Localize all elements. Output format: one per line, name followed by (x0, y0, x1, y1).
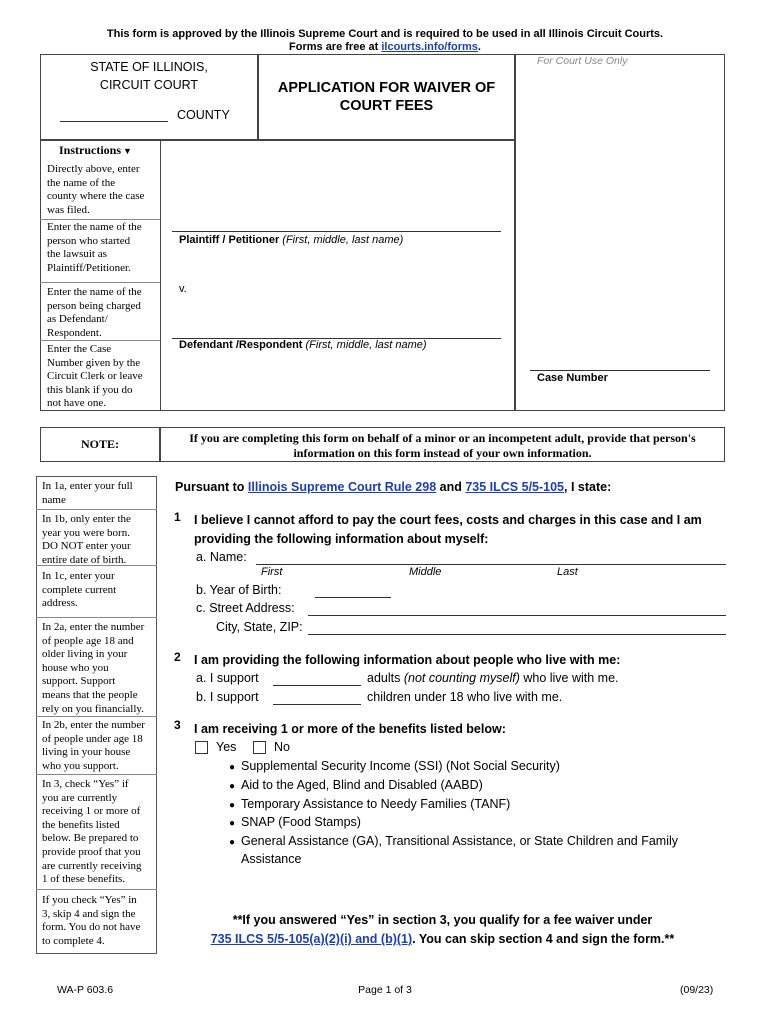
sidebar-note-2a (42, 621, 144, 716)
instr-line: receiving 1 or more of (42, 805, 141, 818)
adults-supported-label: a. I support (196, 671, 259, 685)
instr-line: person who started (47, 234, 131, 247)
sidebar-note-3b (42, 894, 140, 948)
benefit-ga: General Assistance (GA), Transitional Assistance, or State Children and Family (241, 834, 678, 848)
county-label: COUNTY (177, 108, 230, 122)
benefit-ssi: Supplemental Security Income (SSI) (Not Social Security) (241, 759, 560, 773)
instr-line: In 1c, enter your (42, 570, 115, 582)
sidebar-note-3 (42, 778, 142, 887)
bullet-icon: ● (229, 800, 236, 811)
instr-line: name (42, 493, 66, 506)
instr-line: form. You do not have (42, 921, 141, 934)
instr-divider (40, 282, 160, 283)
case-number-label: Case Number (537, 372, 608, 384)
instr-line: living in your house (42, 746, 131, 759)
form-title-line2: COURT FEES (339, 98, 434, 114)
instr-line: provide proof that you (42, 845, 141, 858)
qualify-suffix: . You can skip section 4 and sign the form.** (412, 932, 675, 946)
bullet-icon: ● (229, 818, 236, 829)
sidebar-divider (36, 617, 157, 618)
plaintiff-name-line[interactable] (172, 231, 501, 232)
instr-line: In 1b, only enter the (42, 513, 131, 525)
pursuant-prefix: Pursuant to (175, 480, 248, 494)
sidebar-note-1b (42, 513, 131, 567)
note-label: NOTE: (80, 437, 119, 451)
form-date: (09/23) (680, 984, 714, 996)
instr-line: of people under age 18 (42, 732, 143, 745)
instr-line: 3, skip 4 and sign the (42, 907, 136, 920)
ilcourts-forms-link[interactable]: ilcourts.info/forms (381, 41, 478, 53)
instr-line: In 2b, enter the number (42, 719, 145, 731)
instr-line: rely on you financially. (42, 702, 144, 715)
instr-line: of people age 18 and (42, 634, 134, 647)
sidebar-divider (36, 509, 157, 510)
forms-free-suffix: . (477, 41, 481, 53)
instr-line: you are currently (42, 791, 118, 804)
name-field-line[interactable] (256, 564, 726, 565)
plaintiff-label-text: Plaintiff / Petitioner (179, 234, 280, 246)
instr-line: below. Be prepared to (42, 832, 139, 845)
instr-line: this blank if you do (47, 383, 133, 396)
instr-line: entire date of birth. (42, 553, 127, 566)
instr-line: Respondent. (47, 326, 102, 339)
instr-line: county where the case (47, 190, 145, 203)
instr-line: Plaintiff/Petitioner. (47, 261, 131, 274)
form-id: WA-P 603.6 (57, 984, 114, 996)
adults-supported-suffix (367, 671, 619, 685)
circuit-court-label: CIRCUIT COURT (99, 78, 199, 92)
instr-line: support. Support (42, 675, 116, 688)
street-address-label: c. Street Address: (196, 601, 295, 615)
versus-label: v. (179, 283, 187, 295)
rule-298-link[interactable]: Illinois Supreme Court Rule 298 (247, 480, 437, 494)
qualify-line1: **If you answered “Yes” in section 3, you qualify for a fee waiver under (232, 913, 653, 927)
sidebar-note-1a (42, 480, 133, 507)
no-checkbox[interactable] (253, 741, 266, 754)
court-use-label: For Court Use Only (537, 55, 628, 67)
name-label: a. Name: (196, 550, 247, 564)
street-address-field[interactable] (308, 615, 726, 616)
last-name-caption: Last (557, 566, 578, 578)
page-number: Page 1 of 3 (358, 984, 412, 996)
instr-county (47, 163, 144, 217)
year-of-birth-label: b. Year of Birth: (196, 583, 282, 597)
first-name-caption: First (261, 566, 283, 578)
instr-line: year you were born. (42, 526, 130, 539)
section-1-line1: I believe I cannot afford to pay the court fees, costs and charges in this case and I am (194, 513, 702, 527)
instr-line: was filed. (47, 203, 90, 216)
instructions-heading-text: Instructions (59, 143, 122, 157)
court-use-box (515, 54, 725, 411)
yes-label: Yes (216, 740, 237, 754)
adults-hint: (not counting myself) (403, 671, 520, 685)
section-2-number: 2 (174, 650, 181, 664)
instr-plaintiff (47, 221, 142, 275)
adults-text: adults (367, 671, 404, 685)
form-title-box (258, 54, 515, 140)
children-supported-field[interactable] (273, 704, 361, 705)
section-3-line: I am receiving 1 or more of the benefits listed below: (194, 722, 506, 736)
instr-text: In 1a, enter your full (42, 480, 133, 492)
section-1-line2: providing the following information about myself: (194, 532, 489, 546)
instr-line: 1 of these benefits. (42, 873, 126, 886)
ilcs-105-a-b-link[interactable]: 735 ILCS 5/5-105(a)(2)(i) and (b)(1) (210, 932, 413, 946)
county-name-line[interactable] (60, 121, 168, 122)
note-line1: If you are completing this form on behalf of a minor or an incompetent adult, provide that person's (189, 431, 696, 445)
instr-line: In 3, check “Yes” if (42, 778, 129, 790)
instr-line: Enter the name of the (47, 286, 142, 298)
sidebar-note-1c (42, 570, 116, 611)
bullet-icon: ● (229, 762, 236, 773)
instr-line: DO NOT enter your (42, 540, 131, 553)
instr-line: house who you (42, 661, 109, 674)
instr-line: Circuit Clerk or leave (47, 370, 143, 383)
instructions-heading[interactable] (59, 143, 132, 158)
plaintiff-label (179, 234, 403, 246)
instr-line: older living in your (42, 648, 128, 661)
instr-case (47, 343, 143, 411)
middle-name-caption: Middle (409, 566, 442, 578)
instr-divider (40, 219, 160, 220)
adults-supported-field[interactable] (273, 685, 361, 686)
section-1-number: 1 (174, 510, 181, 524)
sidebar-divider (36, 774, 157, 775)
instr-line: are currently receiving (42, 859, 142, 872)
children-supported-label: b. I support (196, 690, 259, 704)
form-title-line1: APPLICATION FOR WAIVER OF (277, 80, 496, 96)
caret-down-icon: ▼ (123, 146, 132, 156)
benefit-ga-continued: Assistance (241, 852, 302, 866)
instructions-divider (160, 140, 161, 411)
benefit-aabd: Aid to the Aged, Blind and Disabled (AABD) (241, 778, 483, 792)
pursuant-suffix: , I state: (564, 480, 612, 494)
defendant-hint: (First, middle, last name) (305, 339, 427, 351)
benefit-snap: SNAP (Food Stamps) (241, 815, 361, 829)
instr-line: Enter the Case (47, 343, 112, 355)
instr-line: Enter the name of the (47, 221, 142, 233)
defendant-label-text: Defendant /Respondent (179, 339, 303, 351)
note-line2: information on this form instead of your own information. (293, 446, 592, 460)
instr-divider (40, 340, 160, 341)
section-2-line: I am providing the following information about people who live with me: (194, 653, 621, 667)
year-of-birth-field[interactable] (315, 597, 391, 598)
instr-line: the lawsuit as (47, 248, 107, 261)
defendant-label (179, 339, 427, 351)
instr-line: In 2a, enter the number (42, 621, 145, 633)
instr-defendant (47, 286, 142, 340)
plaintiff-hint: (First, middle, last name) (282, 234, 404, 246)
no-label: No (274, 740, 290, 754)
instr-line: Directly above, enter (47, 163, 140, 175)
instr-line: If you check “Yes” in (42, 894, 137, 906)
pursuant-statement (175, 480, 611, 494)
ilcs-5-105-link[interactable]: 735 ILCS 5/5-105 (465, 480, 565, 494)
qualify-line2 (160, 932, 725, 946)
instr-line: the benefits listed (42, 818, 120, 831)
city-state-zip-field[interactable] (308, 634, 726, 635)
instr-line: not have one. (47, 397, 106, 410)
instr-line: complete current (42, 583, 117, 596)
instr-line: person being charged (47, 299, 141, 312)
instr-line: to complete 4. (42, 934, 105, 947)
instr-line: as Defendant/ (47, 313, 108, 326)
sidebar-divider (36, 889, 157, 890)
instr-line: address. (42, 597, 78, 610)
yes-checkbox[interactable] (195, 741, 208, 754)
forms-free-prefix: Forms are free at (289, 41, 382, 53)
bullet-icon: ● (229, 837, 236, 848)
city-state-zip-label: City, State, ZIP: (216, 620, 303, 634)
sidebar-note-2b (42, 719, 145, 773)
instr-line: means that the people (42, 688, 138, 701)
benefit-tanf: Temporary Assistance to Needy Families (TANF) (241, 797, 511, 811)
bullet-icon: ● (229, 781, 236, 792)
section-3-number: 3 (174, 718, 181, 732)
instr-line: the name of the (47, 176, 116, 189)
approval-notice: This form is approved by the Illinois Supreme Court and is required to be used in all Illinois Circuit Courts. (106, 28, 664, 40)
adults-text-end: who live with me. (519, 671, 619, 685)
instr-line: who you support. (42, 759, 119, 772)
instr-line: Number given by the (47, 356, 141, 369)
instr-line (42, 480, 133, 494)
case-number-line[interactable] (530, 370, 710, 371)
state-label: STATE OF ILLINOIS, (90, 60, 208, 74)
pursuant-and: and (436, 480, 466, 494)
children-supported-suffix: children under 18 who live with me. (367, 690, 563, 704)
forms-free-notice (0, 41, 770, 53)
